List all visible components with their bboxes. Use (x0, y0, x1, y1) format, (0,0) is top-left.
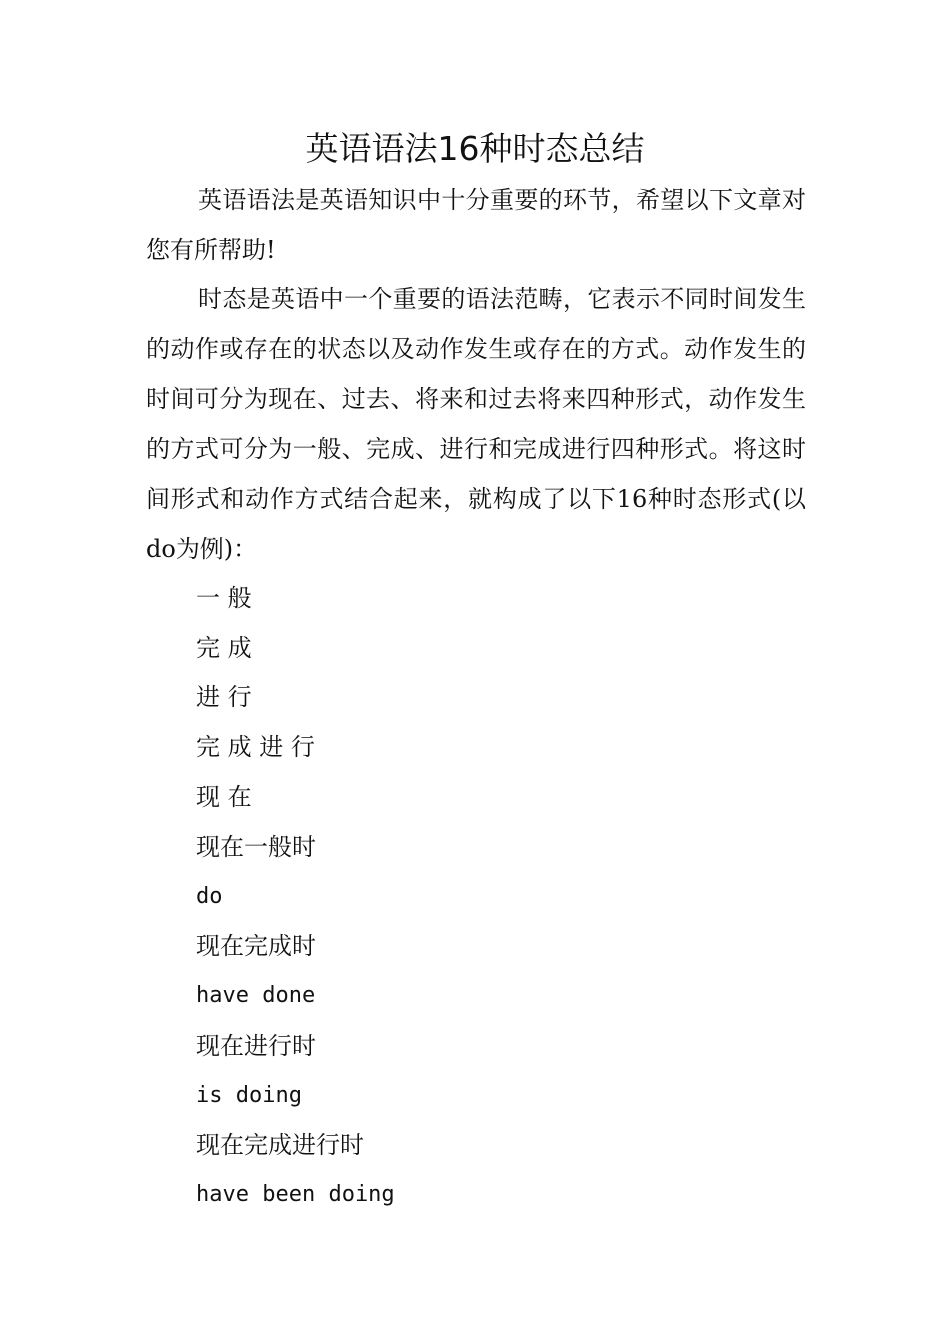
list-item-present-simple-form: do (196, 884, 223, 909)
list-item-present-perfect-progressive-form: have been doing (196, 1182, 395, 1207)
list-item-present-progressive-form: is doing (196, 1083, 302, 1108)
list-item-present-progressive: 现在进行时 (196, 1032, 316, 1060)
list-item-perfect-progressive: 完 成 进 行 (196, 733, 315, 761)
document-title: 英语语法16种时态总结 (305, 129, 645, 168)
list-item-present-perfect-form: have done (196, 983, 316, 1008)
list-item-progressive: 进 行 (196, 683, 252, 711)
tense-explanation-paragraph: 时态是英语中一个重要的语法范畴，它表示不同时间发生的动作或存在的状态以及动作发生或存在的方式。动作发生的时间可分为现在、过去、将来和过去将来四种形式，动作发生的方式可分为一般、完成、进行和完成进行四种形式。将这时间形式和动作方式结合起来，就构成了以下16种时态形式(以do为例)： (146, 285, 806, 563)
list-item-present-perfect: 现在完成时 (196, 932, 316, 960)
list-item-general: 一 般 (196, 584, 252, 612)
list-item-present: 现 在 (196, 783, 252, 811)
intro-paragraph: 英语语法是英语知识中十分重要的环节，希望以下文章对您有所帮助! (146, 186, 806, 264)
list-item-present-perfect-progressive: 现在完成进行时 (196, 1131, 364, 1159)
list-item-perfect: 完 成 (196, 634, 252, 662)
list-item-present-simple: 现在一般时 (196, 833, 316, 861)
